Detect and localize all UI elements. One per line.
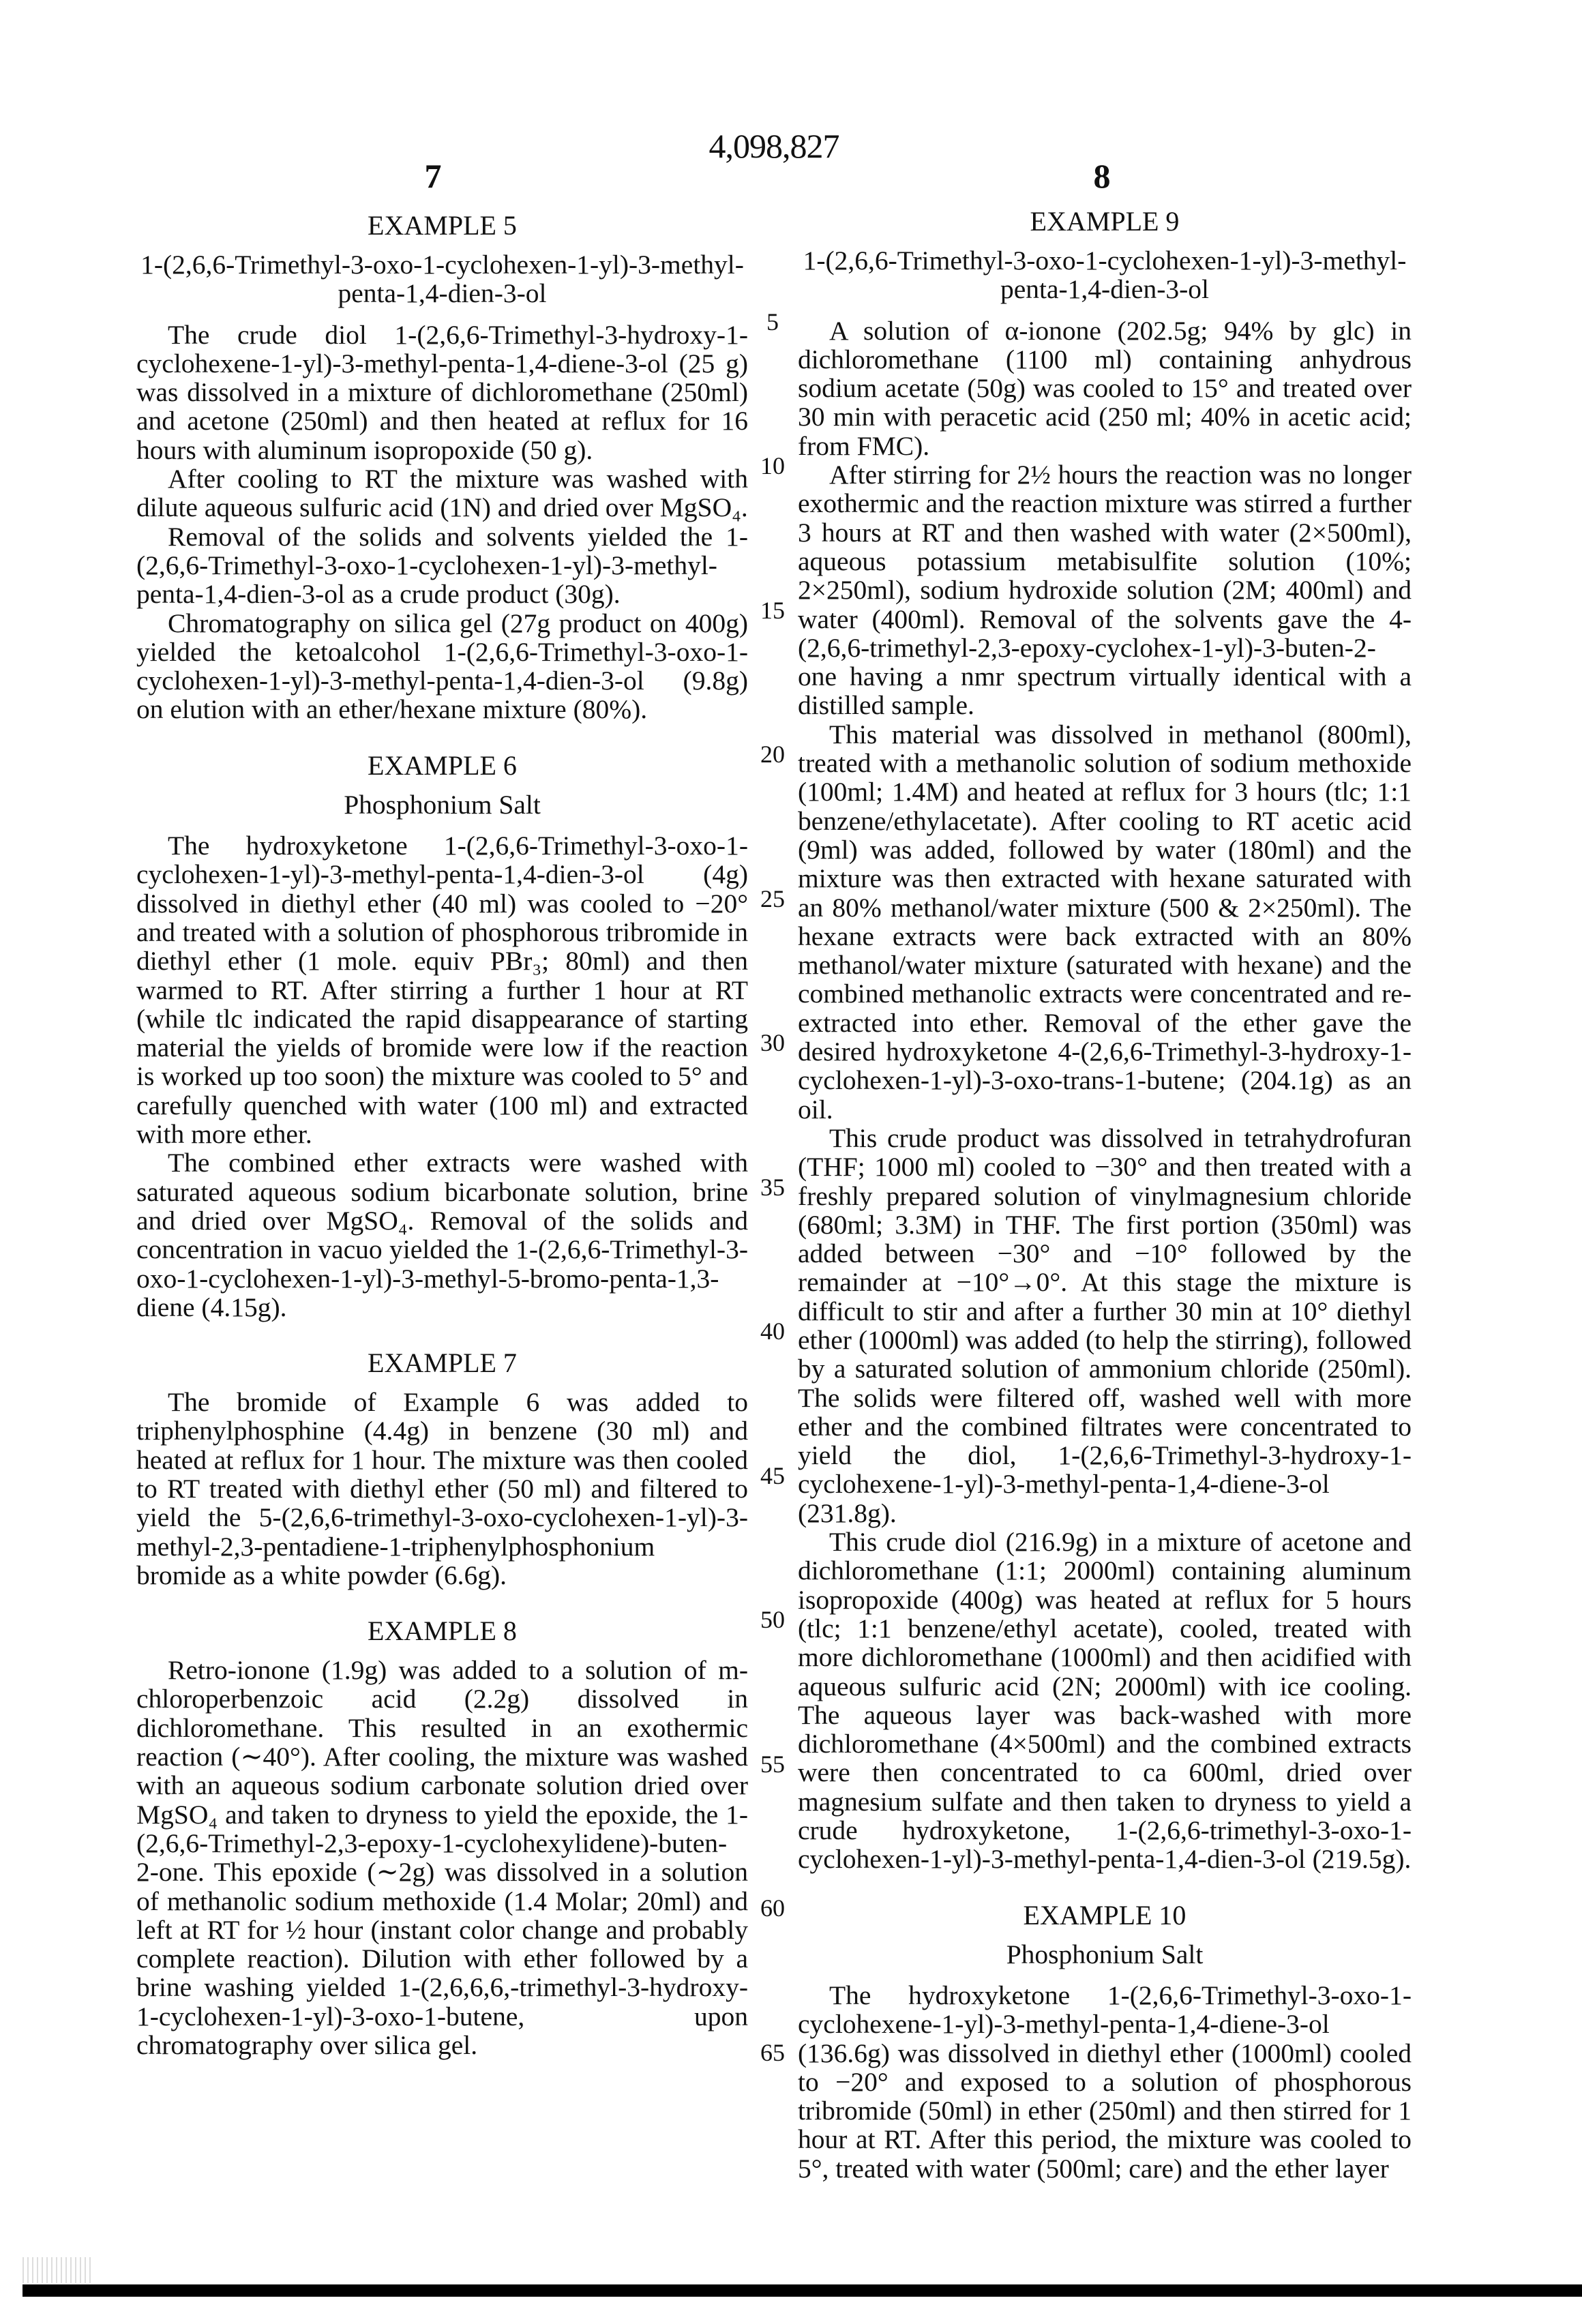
- paragraph: Removal of the solids and solvents yielded the 1-(2,6,6-Trimethyl-3-oxo-1-cyclohexen-1-yl)-3-methyl-penta-1,4-dien-3-ol as a crude product (30g).: [136, 521, 748, 610]
- paragraph: The bromide of Example 6 was added to triphenylphosphine (4.4g) in benzene (30 ml) and heated at reflux for 1 hour. The mixture was then cooled to RT treated with diethyl ether (50 ml) and filtered to yield the 5-(2,6,6-trimethyl-3-oxo-cyclohexen-1-yl)-3-methyl-2,3-pentadiene-1-triphenylphosphonium bromide as a white powder (6.6g).: [136, 1387, 748, 1590]
- example-heading: EXAMPLE 10: [1023, 1899, 1186, 1931]
- line-number: 40: [760, 1317, 785, 1345]
- example-heading: EXAMPLE 9: [1030, 206, 1180, 237]
- line-number: 65: [760, 2039, 785, 2066]
- line-number: 50: [760, 1606, 785, 1633]
- line-number: 20: [760, 741, 785, 768]
- scan-artifact: [23, 2257, 91, 2283]
- line-number: 60: [760, 1894, 785, 1922]
- paragraph: This material was dissolved in methanol (800ml), treated with a methanolic solution of sodium methoxide (100ml; 1.4M) and heated at reflux for 3 hours (tlc; 1:1 benzene/ethylacetate). After cooling to RT acetic acid (9ml) was added, followed by water (180ml) and the mixture was then extracted with hexane saturated with an 80% methanol/water mixture (500 & 2×250ml). The hexane extracts were back extracted with an 80% methanol/water mixture (saturated with hexane) and the combined methanolic extracts were concentrated and re-extracted into ether. Removal of the ether gave the desired hydroxyketone 4-(2,6,6-Trimethyl-3-hydroxy-1-cyclohexen-1-yl)-3-oxo-trans-1-butene; (204.1g) as an oil.: [798, 719, 1412, 1124]
- page-number-left: 7: [424, 157, 442, 195]
- right-column: [798, 206, 1412, 2183]
- subtitle-line: 1-(2,6,6-Trimethyl-3-oxo-1-cyclohexen-1-yl)-3-methyl-: [803, 245, 1407, 275]
- example-heading: EXAMPLE 6: [368, 749, 517, 781]
- left-column: [136, 210, 748, 2059]
- paragraph: Retro-ionone (1.9g) was added to a solution of m-chloroperbenzoic acid (2.2g) dissolved in dichloromethane. This resulted in an exothermic reaction (∼40°). After cooling, the mixture was washed with an aqueous sodium carbonate solution dried over MgSO₄ and taken to dryness to yield the epoxide, the 1-(2,6,6-Trimethyl-2,3-epoxy-1-cyclohexylidene)-buten-2-one. This epoxide (∼2g) was dissolved in a solution of methanolic sodium methoxide (1.4 Molar; 20ml) and left at RT for ½ hour (instant color change and probably complete reaction). Dilution with ether followed by a brine washing yielded 1-(2,6,6,6,-trimethyl-3-hydroxy-1-cyclohexen-1-yl)-3-oxo-1-butene, upon chromatography over silica gel.: [136, 1655, 748, 2061]
- line-number: 5: [766, 308, 779, 336]
- line-number: 15: [760, 597, 785, 624]
- example-heading: EXAMPLE 8: [368, 1615, 517, 1647]
- example-heading: EXAMPLE 7: [368, 1347, 517, 1379]
- paragraph: This crude product was dissolved in tetrahydrofuran (THF; 1000 ml) cooled to −30° and then treated with a freshly prepared solution of vinylmagnesium chloride (680ml; 3.3M) in THF. The first portion (350ml) was added between −30° and −10° followed by the remainder at −10°→0°. At this stage the mixture is difficult to stir and after a further 30 min at 10° diethyl ether (1000ml) was added (to help the stirring), followed by a saturated solution of ammonium chloride (250ml). The solids were filtered off, washed well with more ether and the combined filtrates were concentrated to yield the diol, 1-(2,6,6-Trimethyl-3-hydroxy-1-cyclohexene-1-yl)-3-methyl-penta-1,4-diene-3-ol (231.8g).: [798, 1122, 1412, 1528]
- example-9: [798, 206, 1412, 1874]
- paragraph: A solution of α-ionone (202.5g; 94% by glc) in dichloromethane (1100 ml) containing anhydrous sodium acetate (50g) was cooled to 15° and treated over 30 min with peracetic acid (250 ml; 40% in acetic acid; from FMC).: [798, 315, 1412, 461]
- patent-number: 4,098,827: [708, 127, 839, 165]
- paragraph: Chromatography on silica gel (27g product on 400g) yielded the ketoalcohol 1-(2,6,6-Trimethyl-3-oxo-1-cyclohexen-1-yl)-3-methyl-penta-1,4-dien-3-ol (9.8g) on elution with an ether/hexane mixture (80%).: [136, 608, 748, 725]
- subtitle-line: penta-1,4-dien-3-ol: [338, 278, 547, 309]
- example-7: [136, 1347, 748, 1590]
- paragraph: The combined ether extracts were washed with saturated aqueous sodium bicarbonate solution, brine and dried over MgSO₄. Removal of the solids and concentration in vacuo yielded the 1-(2,6,6-Trimethyl-3-oxo-1-cyclohexen-1-yl)-3-methyl-5-bromo-penta-1,3-diene (4.15g).: [136, 1148, 748, 1322]
- page-number-right: 8: [1093, 157, 1111, 195]
- paragraph: The crude diol 1-(2,6,6-Trimethyl-3-hydroxy-1-cyclohexene-1-yl)-3-methyl-penta-1,4-diene-3-ol (25 g) was dissolved in a mixture of dichloromethane (250ml) and acetone (250ml) and then heated at reflux for 16 hours with aluminum isopropoxide (50 g).: [136, 319, 748, 465]
- paragraph: The hydroxyketone 1-(2,6,6-Trimethyl-3-oxo-1-cyclohexen-1-yl)-3-methyl-penta-1,4-dien-3-ol (4g) dissolved in diethyl ether (40 ml) was cooled to −20° and treated with a solution of phosphorous tribromide in diethyl ether (1 mole. equiv PBr₃; 80ml) and then warmed to RT. After stirring a further 1 hour at RT (while tlc indicated the rapid disappearance of starting material the yields of bromide were low if the reaction is worked up too soon) the mixture was cooled to 5° and carefully quenched with water (100 ml) and extracted with more ether.: [136, 831, 748, 1150]
- subtitle-line: 1-(2,6,6-Trimethyl-3-oxo-1-cyclohexen-1-yl)-3-methyl-: [140, 250, 744, 280]
- line-number: 35: [760, 1174, 785, 1201]
- example-subtitle: Phosphonium Salt: [344, 789, 541, 820]
- paragraph: After stirring for 2½ hours the reaction was no longer exothermic and the reaction mixture was stirred a further 3 hours at RT and then washed with water (2×500ml), aqueous potassium metabisulfite solution (10%; 2×250ml), sodium hydroxide solution (2M; 400ml) and water (400ml). Removal of the solvents gave the 4-(2,6,6-trimethyl-2,3-epoxy-cyclohex-1-yl)-3-buten-2-one having a nmr spectrum virtually identical with a distilled sample.: [798, 460, 1412, 721]
- paragraph: After cooling to RT the mixture was washed with dilute aqueous sulfuric acid (1N) and dried over MgSO₄.: [136, 464, 748, 523]
- line-number: 55: [760, 1751, 785, 1778]
- page-bottom-border: [23, 2284, 1582, 2297]
- example-heading: EXAMPLE 5: [368, 210, 517, 241]
- line-number: 10: [760, 452, 785, 479]
- example-5: [136, 210, 748, 724]
- subtitle-line: penta-1,4-dien-3-ol: [1000, 274, 1209, 305]
- example-subtitle: [798, 246, 1412, 304]
- line-number: 45: [760, 1462, 785, 1489]
- example-10: [798, 1900, 1412, 2183]
- example-8: [136, 1615, 748, 2059]
- example-subtitle: Phosphonium Salt: [1006, 1939, 1204, 1969]
- line-number: 25: [760, 885, 785, 912]
- paragraph: This crude diol (216.9g) in a mixture of acetone and dichloromethane (1:1; 2000ml) containing aluminum isopropoxide (400g) was heated at reflux for 5 hours (tlc; 1:1 benzene/ethyl acetate), cooled, treated with more dichloromethane (1000ml) and then acidified with aqueous sulfuric acid (2N; 2000ml) with ice cooling. The aqueous layer was back-washed with more dichloromethane (4×500ml) and the combined extracts were then concentrated to ca 600ml, dried over magnesium sulfate and then taken to dryness to yield a crude hydroxyketone, 1-(2,6,6-trimethyl-3-oxo-1-cyclohexen-1-yl)-3-methyl-penta-1,4-dien-3-ol (219.5g).: [798, 1527, 1412, 1875]
- example-subtitle: [136, 250, 748, 308]
- example-6: [136, 750, 748, 1322]
- paragraph: The hydroxyketone 1-(2,6,6-Trimethyl-3-oxo-1-cyclohexene-1-yl)-3-methyl-penta-1,4-diene-3-ol (136.6g) was dissolved in diethyl ether (1000ml) cooled to −20° and exposed to a solution of phosphorous tribromide (50ml) in ether (250ml) and then stirred for 1 hour at RT. After this period, the mixture was cooled to 5°, treated with water (500ml; care) and the ether layer: [798, 1980, 1412, 2184]
- line-number: 30: [760, 1029, 785, 1056]
